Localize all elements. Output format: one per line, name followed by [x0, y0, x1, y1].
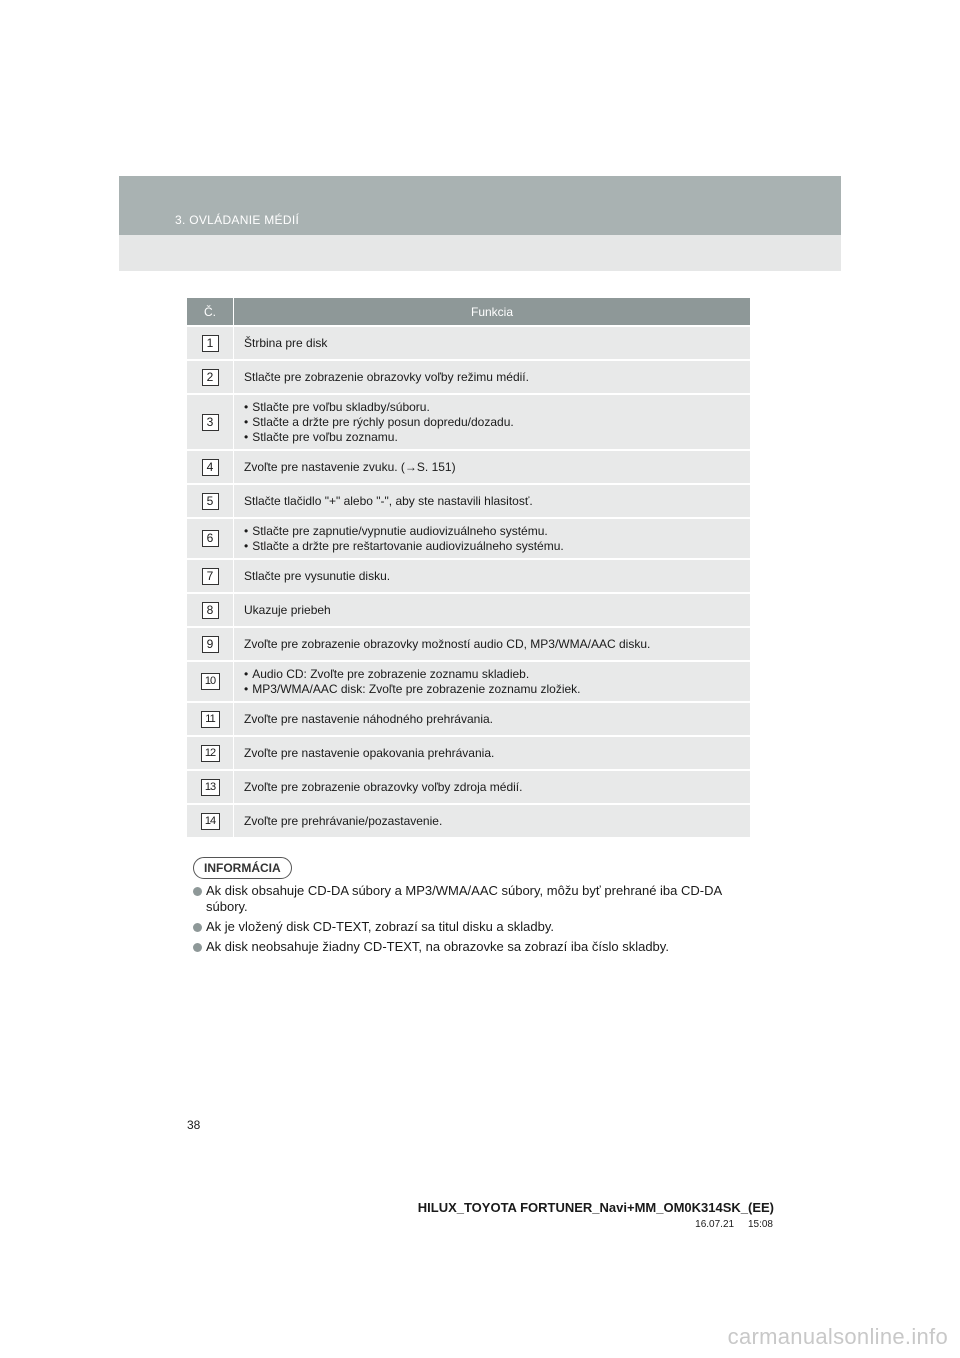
function-description: Zvoľte pre zobrazenie obrazovky možností audio CD, MP3/WMA/AAC disku.	[234, 626, 750, 660]
table-row	[187, 660, 750, 701]
bullet-item: • Stlačte pre voľbu skladby/súboru.	[244, 400, 750, 415]
function-description: Ukazuje priebeh	[234, 592, 750, 626]
item-number-badge: 5	[202, 493, 219, 510]
table-row	[187, 449, 750, 483]
item-number-badge: 1	[202, 335, 219, 352]
table-row	[187, 626, 750, 660]
function-table	[187, 298, 750, 837]
table-header-row	[187, 298, 750, 325]
table-row	[187, 325, 750, 359]
info-item	[193, 883, 753, 915]
function-description	[234, 393, 750, 449]
function-description: Zvoľte pre nastavenie náhodného prehrávania.	[234, 701, 750, 735]
bullet-item: • Stlačte a držte pre reštartovanie audiovizuálneho systému.	[244, 539, 750, 554]
function-description: Zvoľte pre prehrávanie/pozastavenie.	[234, 803, 750, 837]
bullet-item: • Stlačte pre zapnutie/vypnutie audiovizuálneho systému.	[244, 524, 750, 539]
table-row	[187, 803, 750, 837]
table-row	[187, 393, 750, 449]
function-description	[234, 517, 750, 558]
function-description: Stlačte tlačidlo "+" alebo "-", aby ste nastavili hlasitosť.	[234, 483, 750, 517]
document-title: HILUX_TOYOTA FORTUNER_Navi+MM_OM0K314SK_(EE)	[417, 1200, 774, 1215]
item-number-badge: 7	[202, 568, 219, 585]
function-description: Zvoľte pre nastavenie zvuku. (→S. 151)	[234, 449, 750, 483]
table-row	[187, 359, 750, 393]
info-list	[193, 883, 753, 959]
bullet-dot-icon	[193, 887, 202, 896]
bullet-item: • Audio CD: Zvoľte pre zobrazenie zoznamu skladieb.	[244, 667, 750, 682]
item-number-badge: 11	[201, 711, 220, 728]
item-number-badge: 8	[202, 602, 219, 619]
item-number-badge: 14	[201, 813, 220, 830]
table-row	[187, 558, 750, 592]
item-number-badge: 13	[201, 779, 220, 796]
bullet-dot-icon	[193, 923, 202, 932]
column-header-number: Č.	[187, 298, 234, 325]
bullet-item: • Stlačte a držte pre rýchly posun dopredu/dozadu.	[244, 415, 750, 430]
section-title: 3. OVLÁDANIE MÉDIÍ	[175, 213, 300, 227]
table-row	[187, 769, 750, 803]
item-number-badge: 9	[202, 636, 219, 653]
item-number-badge: 3	[202, 414, 219, 431]
info-text: Ak je vložený disk CD-TEXT, zobrazí sa titul disku a skladby.	[206, 919, 554, 934]
function-description: Štrbina pre disk	[234, 325, 750, 359]
item-number-badge: 12	[201, 745, 220, 762]
header-band	[119, 176, 841, 271]
bullet-item: • MP3/WMA/AAC disk: Zvoľte pre zobrazenie zoznamu zložiek.	[244, 682, 750, 697]
header-top-bar	[119, 176, 841, 235]
function-description: Zvoľte pre nastavenie opakovania prehrávania.	[234, 735, 750, 769]
item-number-badge: 2	[202, 369, 219, 386]
bullet-dot-icon	[193, 943, 202, 952]
table-row	[187, 517, 750, 558]
info-item	[193, 939, 753, 955]
bullet-item: • Stlačte pre voľbu zoznamu.	[244, 430, 750, 445]
document-timestamp: 16.07.21 15:08	[695, 1219, 773, 1230]
info-badge: INFORMÁCIA	[193, 857, 292, 879]
column-header-function: Funkcia	[234, 298, 750, 325]
function-description	[234, 660, 750, 701]
item-number-badge: 4	[202, 459, 219, 476]
table-row	[187, 735, 750, 769]
function-description: Stlačte pre vysunutie disku.	[234, 558, 750, 592]
info-text: Ak disk neobsahuje žiadny CD-TEXT, na obrazovke sa zobrazí iba číslo skladby.	[206, 939, 669, 954]
info-item	[193, 919, 753, 935]
info-text: Ak disk obsahuje CD-DA súbory a MP3/WMA/AAC súbory, môžu byť prehrané iba CD-DA súbory.	[206, 883, 722, 914]
watermark: carmanualsonline.info	[727, 1324, 948, 1349]
function-description: Stlačte pre zobrazenie obrazovky voľby režimu médií.	[234, 359, 750, 393]
item-number-badge: 10	[201, 673, 220, 690]
function-description: Zvoľte pre zobrazenie obrazovky voľby zdroja médií.	[234, 769, 750, 803]
table-row	[187, 701, 750, 735]
table-row	[187, 592, 750, 626]
item-number-badge: 6	[202, 530, 219, 547]
page-number: 38	[187, 1118, 201, 1132]
table-row	[187, 483, 750, 517]
